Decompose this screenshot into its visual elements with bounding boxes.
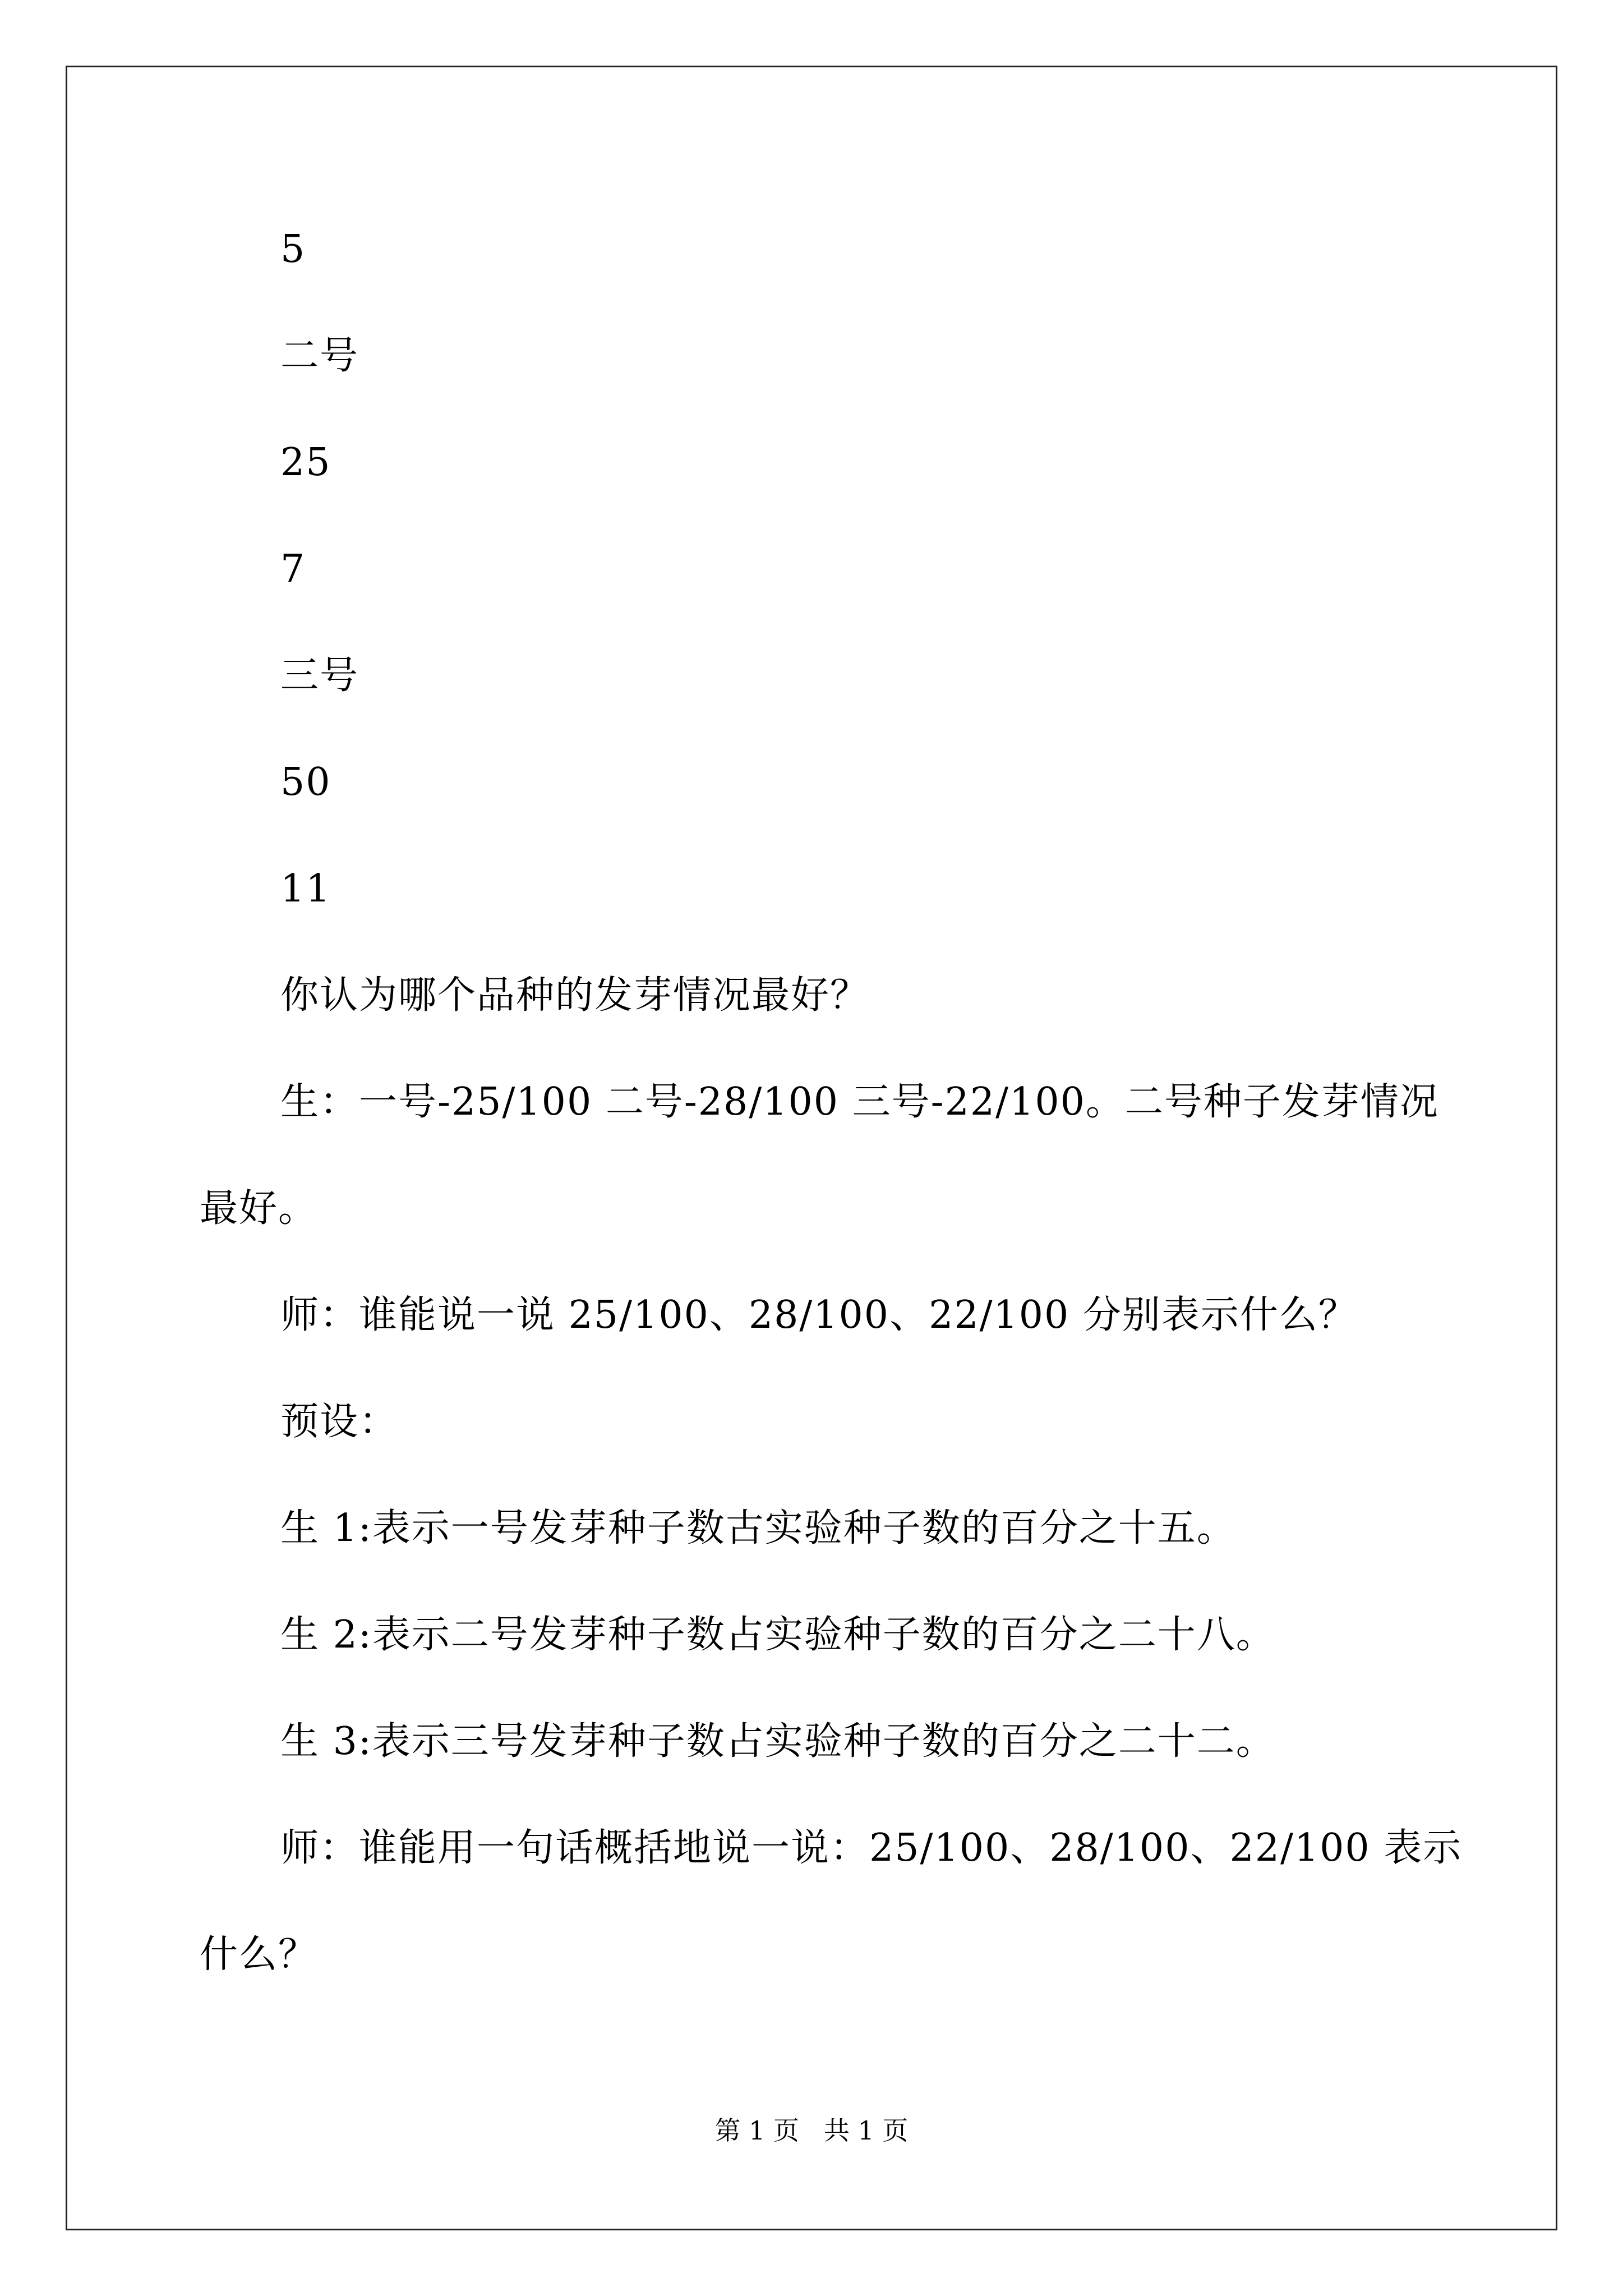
- text-line-6: 50: [280, 760, 331, 804]
- text-line-3: 25: [280, 440, 331, 485]
- text-line-16: 师：谁能用一句话概括地说一说：25/100、28/100、22/100 表示: [280, 1826, 1463, 1870]
- text-line-11: 师：谁能说一说 25/100、28/100、22/100 分别表示什么？: [280, 1293, 1358, 1337]
- page-border: [66, 66, 1557, 2230]
- text-line-7: 11: [280, 867, 331, 911]
- text-line-4: 7: [280, 547, 306, 591]
- text-line-12: 预设：: [280, 1400, 399, 1444]
- text-line-17: 什么？: [200, 1932, 318, 1977]
- text-line-15: 生 3:表示三号发芽种子数占实验种子数的百分之二十二。: [280, 1719, 1275, 1764]
- text-line-14: 生 2:表示二号发芽种子数占实验种子数的百分之二十八。: [280, 1613, 1275, 1657]
- page-footer: 第 1 页 共 1 页: [714, 2115, 909, 2146]
- text-line-1: 5: [280, 227, 306, 272]
- text-line-10: 最好。: [200, 1186, 318, 1231]
- text-line-5: 三号: [280, 654, 359, 698]
- text-line-8: 你认为哪个品种的发芽情况最好？: [280, 973, 870, 1018]
- text-line-13: 生 1:表示一号发芽种子数古实验种子数的百分之十五。: [280, 1506, 1236, 1550]
- text-line-9: 生：一号-25/100 二号-28/100 三号-22/100。二号种子发芽情况: [280, 1080, 1439, 1124]
- text-line-2: 二号: [280, 334, 359, 378]
